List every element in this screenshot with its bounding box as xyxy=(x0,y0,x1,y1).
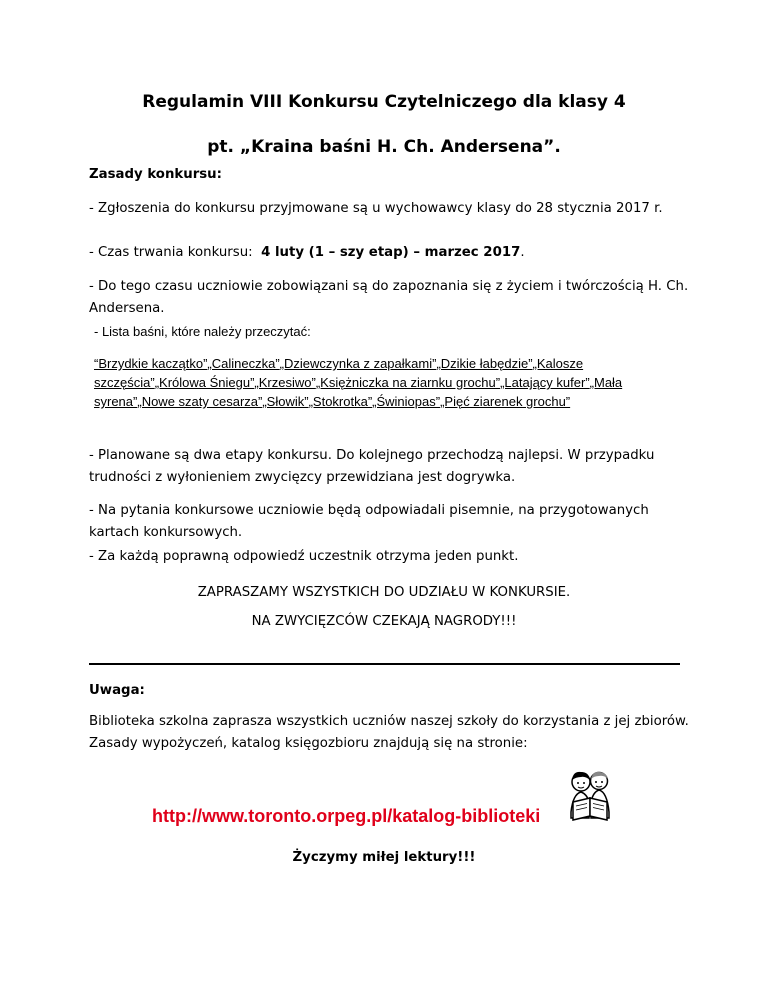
tale-title: „Kalosze szczęścia” xyxy=(94,356,584,390)
tale-title: „Calineczka” xyxy=(207,356,280,371)
tale-title: „Dziewczynka z zapałkami” xyxy=(279,356,437,371)
reading-children-icon xyxy=(565,768,615,824)
rule-duration xyxy=(89,242,689,264)
tale-title: „Nowe szaty cesarza” xyxy=(137,394,263,409)
rule-duration-value: 4 luty (1 – szy etap) – marzec 2017 xyxy=(261,245,521,260)
rule-points: - Za każdą poprawną odpowiedź uczestnik otrzyma jeden punkt. xyxy=(89,549,519,564)
tale-title: „Królowa Śniegu” xyxy=(154,375,255,390)
note-text: Biblioteka szkolna zaprasza wszystkich uczniów naszej szkoły do korzystania z jej zbiorów. Zasady wypożyczeń, katalog księgozbioru znajdują się na stronie: xyxy=(89,714,689,751)
note-heading: Uwaga: xyxy=(89,683,145,698)
tale-title: „Pięć ziarenek grochu” xyxy=(440,394,571,409)
prizes-line: NA ZWYCIĘZCÓW CZEKAJĄ NAGRODY!!! xyxy=(251,614,517,629)
rules-heading: Zasady konkursu: xyxy=(89,167,222,182)
rule-applications: - Zgłoszenia do konkursu przyjmowane są u wychowawcy klasy do 28 stycznia 2017 r. xyxy=(89,201,663,216)
tale-title: „Słowik” xyxy=(262,394,309,409)
document-subtitle: pt. „Kraina baśni H. Ch. Andersena”. xyxy=(207,137,561,157)
closing-line: Życzymy miłej lektury!!! xyxy=(292,850,476,865)
invite-line: ZAPRASZAMY WSZYSTKICH DO UDZIAŁU W KONKURSIE. xyxy=(197,585,571,600)
rule-stages: - Planowane są dwa etapy konkursu. Do kolejnego przechodzą najlepsi. W przypadku trudności z wyłonieniem zwycięzcy przewidziana jest dogrywka. xyxy=(89,448,655,485)
rule-study: - Do tego czasu uczniowie zobowiązani są do zapoznania się z życiem i twórczością H. Ch. Andersena. xyxy=(89,279,689,316)
document-title: Regulamin VIII Konkursu Czytelniczego dla klasy 4 xyxy=(142,92,626,112)
tales-heading: - Lista baśni, które należy przeczytać: xyxy=(94,324,311,339)
rule-answers: - Na pytania konkursowe uczniowie będą odpowiadali pisemnie, na przygotowanych kartach konkursowych. xyxy=(89,503,649,540)
library-catalog-link[interactable]: http://www.toronto.orpeg.pl/katalog-biblioteki xyxy=(152,806,541,826)
tale-title: „Krzesiwo” xyxy=(254,375,316,390)
tale-title: „Latający kufer” xyxy=(500,375,590,390)
tale-title: „Księżniczka na ziarnku grochu” xyxy=(315,375,501,390)
rule-duration-suffix: . xyxy=(520,245,525,260)
rule-duration-prefix: - Czas trwania konkursu: xyxy=(89,245,262,260)
tales-list xyxy=(94,354,669,411)
tale-title: „Mała syrena” xyxy=(94,375,623,409)
tale-title: „Dzikie łabędzie” xyxy=(436,356,533,371)
tale-title: “Brzydkie kaczątko” xyxy=(94,356,208,371)
divider xyxy=(89,663,680,665)
tale-title: „Stokrotka” xyxy=(308,394,373,409)
tale-title: „Świniopas” xyxy=(372,394,441,409)
